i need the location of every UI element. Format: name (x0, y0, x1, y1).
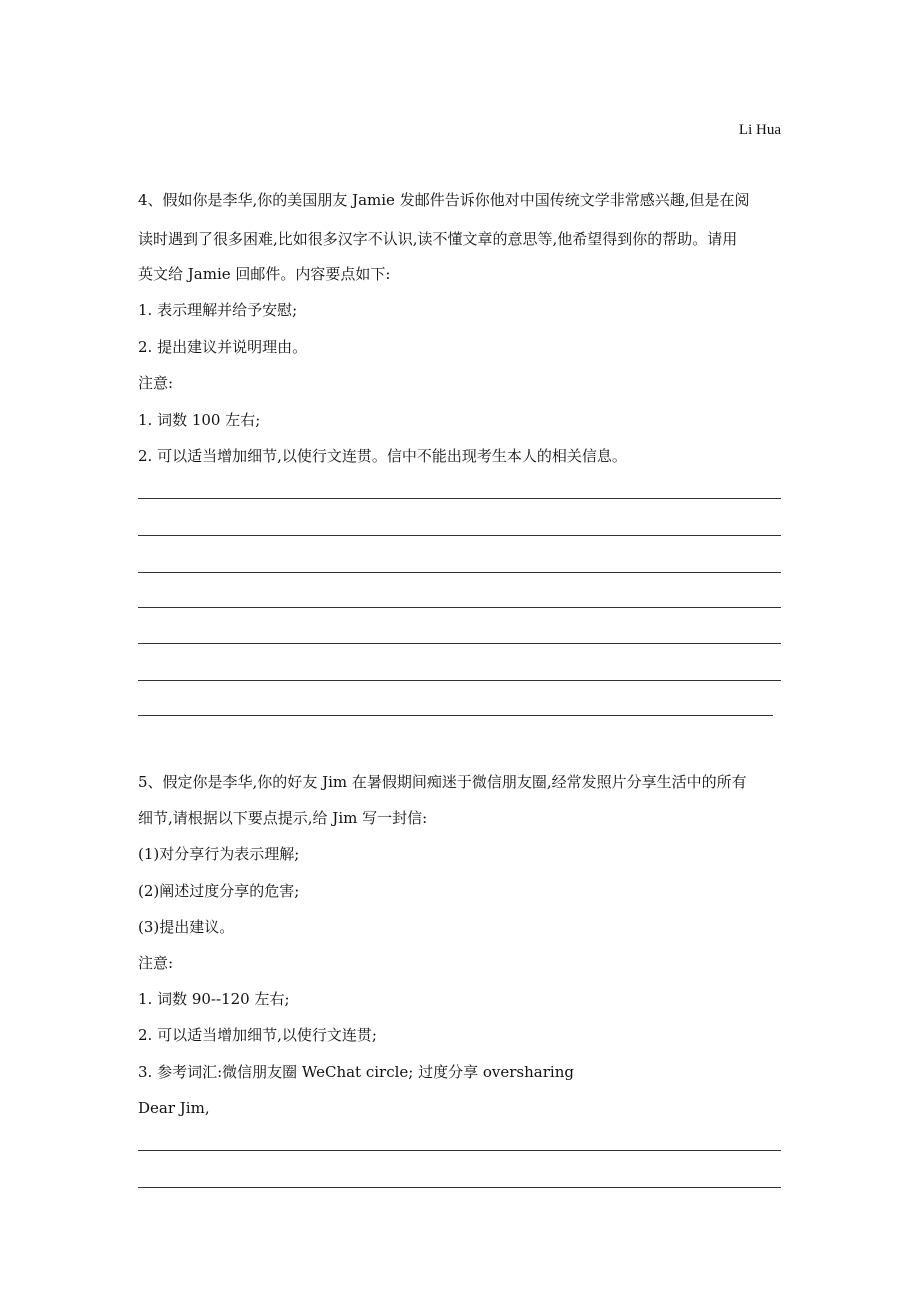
q4-prompt-line-1: 4、假如你是李华,你的美国朋友 Jamie 发邮件告诉你他对中国传统文学非常感兴趣,但是在阅 (138, 191, 750, 209)
q4-answer-line (138, 643, 781, 644)
q5-salutation: Dear Jim, (138, 1099, 210, 1117)
top-signature: Li Hua (738, 122, 781, 138)
q4-point-1: 1. 表示理解并给予安慰; (138, 301, 298, 319)
q4-notes-label: 注意: (138, 374, 174, 392)
q5-prompt-line-2: 细节,请根据以下要点提示,给 Jim 写一封信: (138, 809, 428, 827)
q4-point-2: 2. 提出建议并说明理由。 (138, 338, 308, 356)
q4-answer-line (138, 715, 773, 716)
q5-notes-label: 注意: (138, 954, 174, 972)
q5-point-1: (1)对分享行为表示理解; (138, 845, 300, 863)
q4-answer-line (138, 607, 781, 608)
q4-prompt-line-2: 读时遇到了很多困难,比如很多汉字不认识,读不懂文章的意思等,他希望得到你的帮助。请用 (138, 230, 738, 248)
q4-answer-line (138, 680, 781, 681)
q5-note-2: 2. 可以适当增加细节,以使行文连贯; (138, 1026, 377, 1044)
q4-note-1: 1. 词数 100 左右; (138, 411, 261, 429)
q5-note-3: 3. 参考词汇:微信朋友圈 WeChat circle; 过度分享 oversharing (138, 1063, 574, 1081)
q5-prompt-line-1: 5、假定你是李华,你的好友 Jim 在暑假期间痴迷于微信朋友圈,经常发照片分享生活中的所有 (138, 773, 747, 791)
q4-answer-line (138, 498, 781, 499)
q4-note-2: 2. 可以适当增加细节,以使行文连贯。信中不能出现考生本人的相关信息。 (138, 447, 627, 465)
q4-answer-line (138, 535, 781, 536)
q5-note-1: 1. 词数 90--120 左右; (138, 990, 290, 1008)
q5-point-3: (3)提出建议。 (138, 918, 235, 936)
q5-point-2: (2)阐述过度分享的危害; (138, 882, 300, 900)
q5-answer-line (138, 1187, 781, 1188)
q5-answer-line (138, 1150, 781, 1151)
q4-answer-line (138, 572, 781, 573)
q4-prompt-line-3: 英文给 Jamie 回邮件。内容要点如下: (138, 265, 391, 283)
